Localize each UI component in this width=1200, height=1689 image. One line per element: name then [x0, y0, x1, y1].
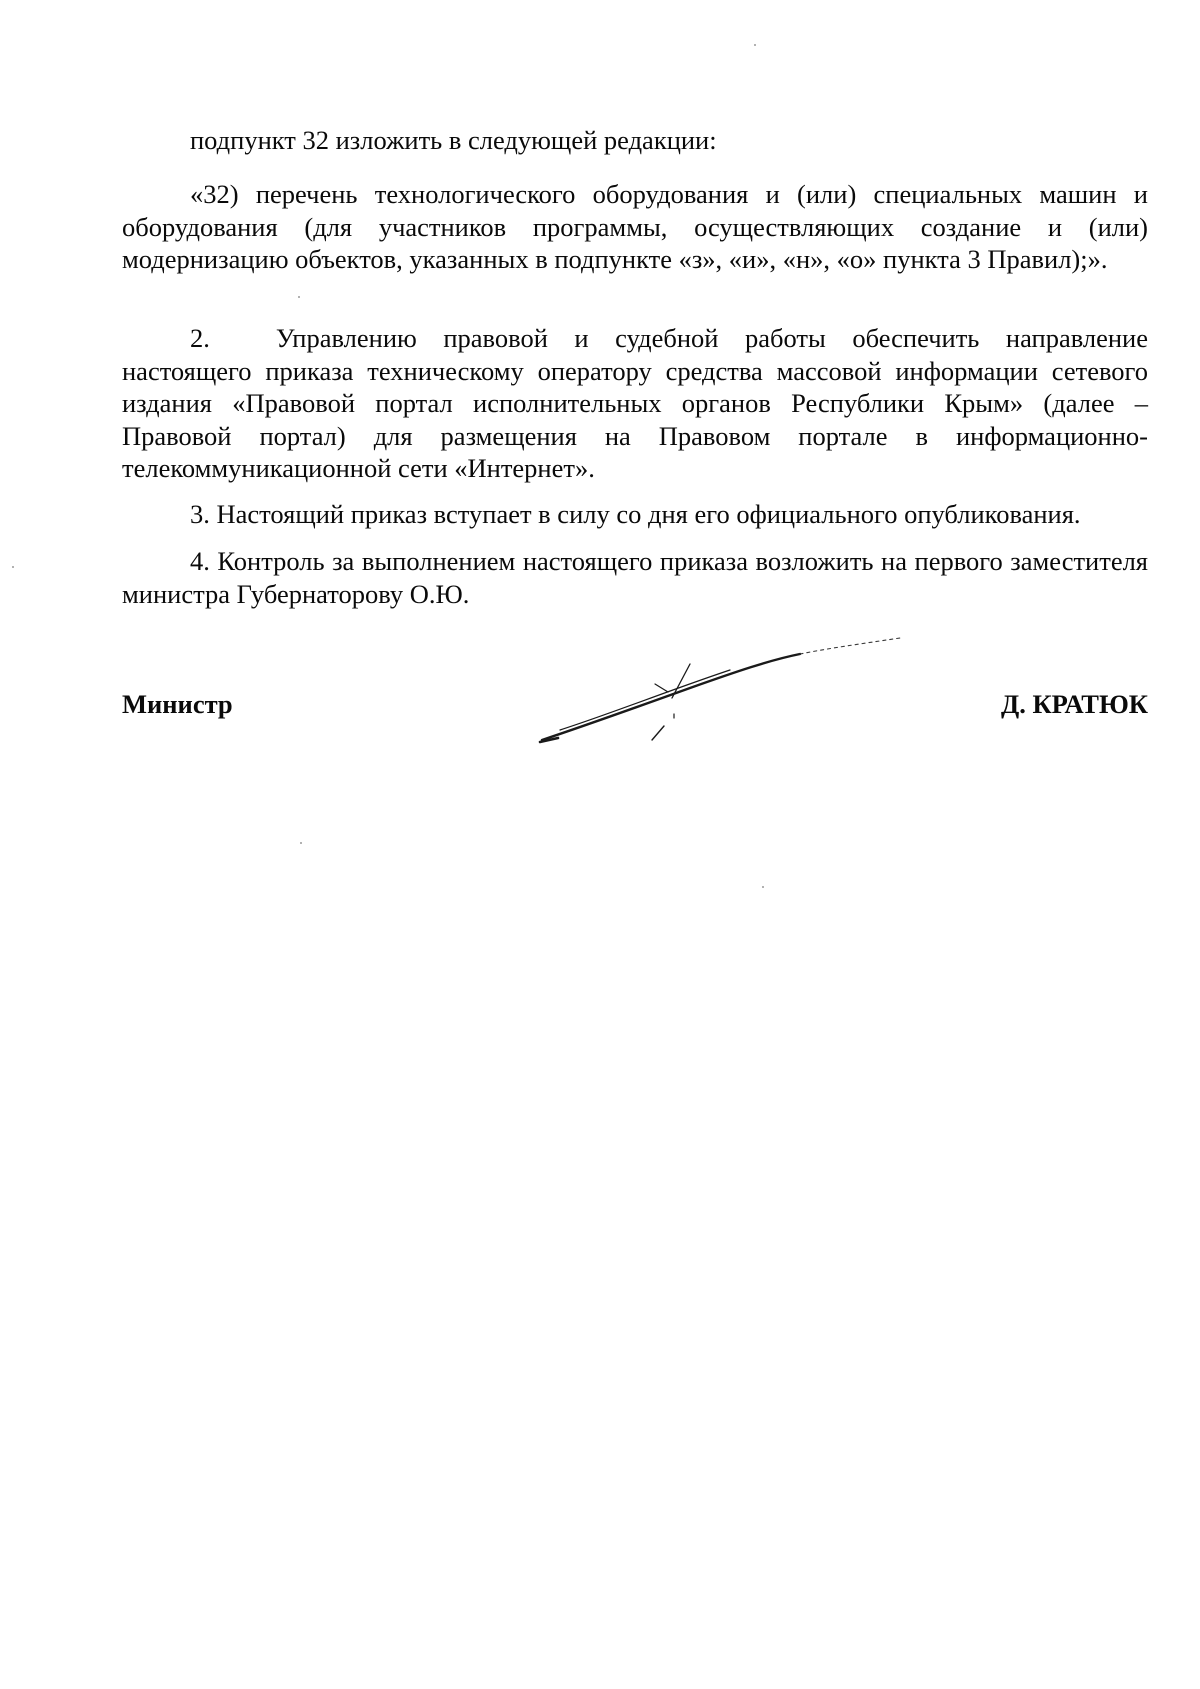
scan-speck — [754, 44, 756, 46]
handwritten-signature — [530, 626, 930, 756]
intro-paragraph — [122, 124, 1148, 157]
subitem-32-paragraph — [122, 178, 1148, 276]
scan-speck — [12, 566, 14, 568]
item-3-paragraph — [122, 498, 1148, 531]
item-2-number: 2. — [190, 323, 210, 353]
scan-speck — [762, 886, 764, 888]
item-4-text: 4. Контроль за выполнением настоящего приказа возложить на первого заместителя министра Губернаторову О.Ю. — [122, 546, 1148, 609]
signatory-name: Д. КРАТЮК — [1000, 689, 1148, 719]
item-3-text: 3. Настоящий приказ вступает в силу со дня его официального опубликования. — [190, 499, 1081, 529]
intro-text: подпункт 32 изложить в следующей редакции: — [190, 125, 717, 155]
scan-speck — [300, 842, 302, 844]
item-4-paragraph — [122, 545, 1148, 610]
item-2-text: Управлению правовой и судебной работы обеспечить направление настоящего приказа техническому оператору средства массовой информации сетевого издания «Правовой портал исполнительных органов Республики Крым» (далее – Правовой портал) для размещения на Правовом портале в информационно-телекоммуникационной сети «Интернет». — [122, 323, 1148, 483]
scan-speck — [298, 296, 300, 298]
item-2-paragraph — [122, 322, 1148, 485]
signatory-title: Министр — [122, 689, 233, 719]
subitem-32-text: «32) перечень технологического оборудования и (или) специальных машин и оборудования (для участников программы, осуществляющих создание и (или) модернизацию объектов, указанных в подпункте «з», «и», «н», «о» пункта 3 Правил);». — [122, 179, 1148, 274]
